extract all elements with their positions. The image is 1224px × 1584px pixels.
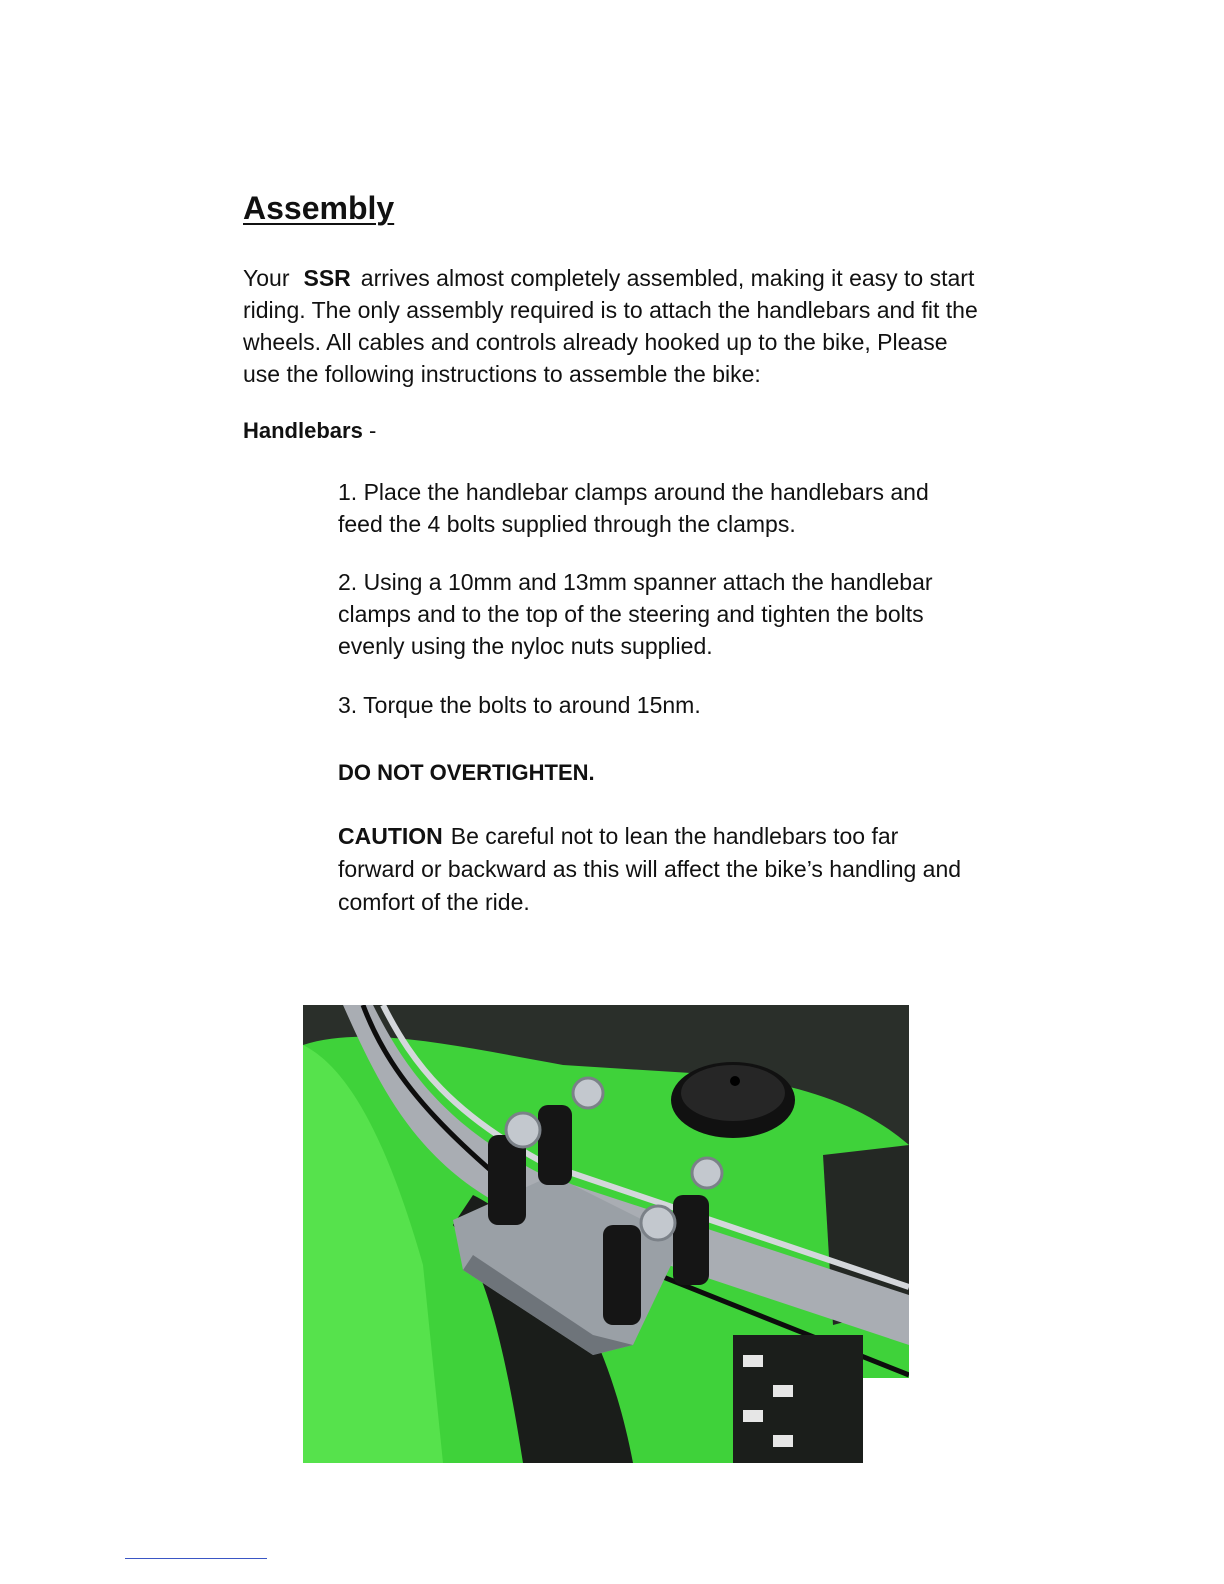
footpeg-grip [773, 1385, 793, 1397]
footpeg-grip [743, 1410, 763, 1422]
caution-label: CAUTION [338, 823, 443, 849]
section-heading [243, 418, 376, 444]
intro-prefix: Your [243, 265, 290, 291]
handlebar-clamp-left [488, 1135, 526, 1225]
clamp-bolt [506, 1113, 540, 1147]
clamp-bolt [641, 1206, 675, 1240]
footer-rule [125, 1558, 267, 1559]
fuel-cap-vent [730, 1076, 740, 1086]
footpeg-grip [743, 1355, 763, 1367]
brand-name: SSR [303, 265, 351, 291]
fuel-cap-top [681, 1065, 785, 1121]
photo-crop-corner [863, 1378, 909, 1463]
intro-paragraph [243, 262, 983, 390]
handlebar-clamp-right [673, 1195, 709, 1285]
overtighten-warning: DO NOT OVERTIGHTEN. [338, 760, 595, 785]
step-item: 1. Place the handlebar clamps around the handlebars and feed the 4 bolts supplied through the clamps. [338, 479, 929, 537]
clamp-bolt [573, 1078, 603, 1108]
section-heading-label: Handlebars [243, 418, 363, 443]
footpeg-grip [773, 1435, 793, 1447]
page-title: Assembly [243, 190, 395, 226]
step-item: 2. Using a 10mm and 13mm spanner attach the handlebar clamps and to the top of the steering and tighten the bolts evenly using the nyloc nuts supplied. [338, 569, 933, 659]
step-item: 3. Torque the bolts to around 15nm. [338, 692, 701, 718]
caution-text: Be careful not to lean the handlebars too far forward or backward as this will affect the bike’s handling and comfort of the ride. [338, 823, 962, 915]
clamp-bolt [692, 1158, 722, 1188]
section-heading-suffix: - [362, 418, 377, 443]
handlebar-clamp-photo [303, 1005, 909, 1463]
intro-text: arrives almost completely assembled, making it easy to start riding. The only assembly required is to attach the handlebars and fit the wheels. All cables and controls already hooked up to the bike, Please use the following instructions to assemble the bike: [243, 265, 978, 387]
handlebar-clamp-left-rear [538, 1105, 572, 1185]
handlebar-clamp-right-front [603, 1225, 641, 1325]
caution-note [338, 820, 978, 919]
footpeg-area [733, 1335, 863, 1463]
